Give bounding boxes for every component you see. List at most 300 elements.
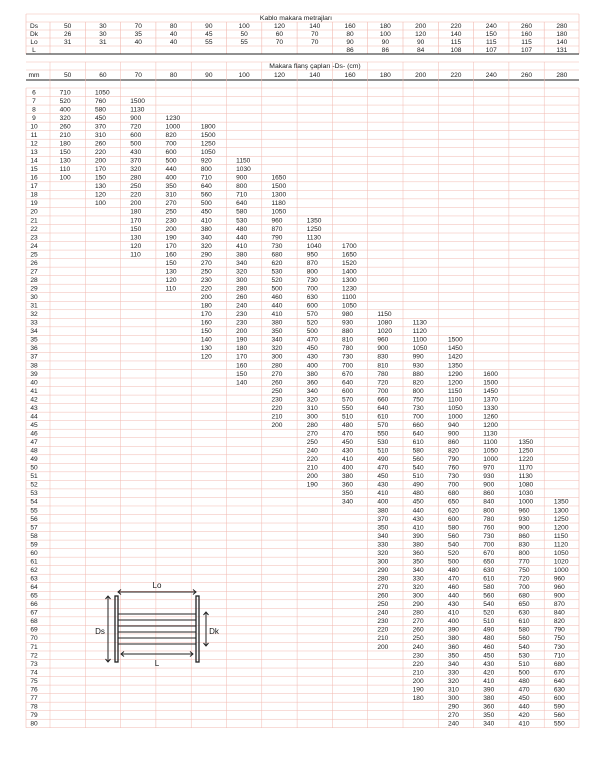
length-value: 520 bbox=[59, 97, 71, 105]
length-value: 250 bbox=[130, 183, 142, 191]
spec-cell-lo: 90 bbox=[381, 39, 390, 47]
length-value: 630 bbox=[518, 609, 530, 617]
spec-cell-ds: 30 bbox=[99, 23, 107, 31]
length-value: 610 bbox=[483, 575, 495, 583]
length-value: 540 bbox=[483, 601, 495, 609]
length-value: 710 bbox=[59, 89, 71, 97]
spec-cell-l: 131 bbox=[556, 47, 568, 55]
length-value: 1350 bbox=[518, 439, 534, 447]
length-value: 1260 bbox=[483, 413, 498, 421]
cable-diameter-mm: 68 bbox=[30, 618, 38, 626]
length-value: 1150 bbox=[236, 157, 251, 165]
length-value: 880 bbox=[342, 328, 354, 336]
cable-diameter-mm: 47 bbox=[30, 439, 38, 447]
flange-diameter-heading: 120 bbox=[273, 72, 285, 79]
length-value: 450 bbox=[483, 652, 495, 660]
length-value: 530 bbox=[271, 268, 283, 276]
length-value: 380 bbox=[306, 370, 318, 378]
length-value: 200 bbox=[94, 157, 106, 165]
length-value: 260 bbox=[94, 140, 106, 148]
length-value: 1050 bbox=[553, 549, 569, 557]
cable-diameter-mm: 31 bbox=[30, 302, 38, 310]
length-value: 1500 bbox=[483, 379, 498, 387]
length-value: 270 bbox=[306, 430, 318, 438]
length-value: 750 bbox=[412, 396, 424, 404]
length-value: 420 bbox=[483, 669, 495, 677]
cable-diameter-mm: 15 bbox=[30, 166, 38, 174]
length-value: 730 bbox=[447, 473, 459, 481]
length-value: 1300 bbox=[553, 507, 569, 515]
length-value: 1350 bbox=[553, 498, 569, 506]
length-value: 820 bbox=[165, 131, 177, 139]
length-value: 560 bbox=[447, 532, 459, 540]
length-value: 680 bbox=[271, 251, 283, 259]
length-value: 1300 bbox=[342, 276, 357, 284]
length-value: 1050 bbox=[483, 447, 498, 455]
length-value: 270 bbox=[165, 200, 177, 208]
cable-diameter-mm: 75 bbox=[30, 677, 38, 685]
length-value: 400 bbox=[165, 174, 177, 182]
length-value: 1200 bbox=[553, 524, 569, 532]
length-value: 450 bbox=[200, 208, 212, 216]
length-value: 260 bbox=[377, 592, 389, 600]
spec-cell-l: 107 bbox=[521, 47, 533, 55]
length-value: 100 bbox=[94, 200, 106, 208]
cable-diameter-mm: 48 bbox=[30, 447, 38, 455]
length-value: 500 bbox=[306, 328, 318, 336]
spec-cell-lo: 140 bbox=[556, 39, 568, 47]
length-value: 1100 bbox=[342, 294, 357, 302]
length-value: 110 bbox=[165, 285, 177, 293]
length-value: 130 bbox=[165, 268, 177, 276]
length-value: 780 bbox=[377, 370, 389, 378]
length-value: 980 bbox=[342, 311, 354, 319]
length-value: 430 bbox=[412, 515, 424, 523]
length-value: 410 bbox=[342, 456, 354, 464]
length-value: 520 bbox=[271, 276, 283, 284]
length-value: 240 bbox=[412, 643, 424, 651]
length-value: 600 bbox=[165, 149, 177, 157]
length-value: 1250 bbox=[306, 225, 322, 233]
spec-row-label: L bbox=[32, 47, 36, 55]
length-value: 470 bbox=[518, 686, 530, 694]
length-value: 310 bbox=[447, 686, 459, 694]
length-value: 320 bbox=[59, 114, 71, 122]
length-value: 630 bbox=[553, 686, 565, 694]
length-value: 1520 bbox=[342, 259, 357, 267]
length-value: 640 bbox=[377, 404, 389, 412]
length-value: 930 bbox=[518, 515, 530, 523]
length-value: 210 bbox=[306, 464, 318, 472]
length-value: 1000 bbox=[518, 498, 534, 506]
length-value: 620 bbox=[271, 259, 283, 267]
length-value: 520 bbox=[447, 549, 459, 557]
cable-diameter-mm: 24 bbox=[30, 242, 38, 250]
cable-diameter-mm: 29 bbox=[30, 285, 38, 293]
length-value: 820 bbox=[412, 379, 424, 387]
length-value: 180 bbox=[200, 302, 212, 310]
length-value: 170 bbox=[200, 311, 212, 319]
length-value: 390 bbox=[447, 626, 459, 634]
length-value: 270 bbox=[412, 618, 424, 626]
cable-diameter-mm: 74 bbox=[30, 669, 38, 677]
length-value: 590 bbox=[553, 703, 565, 711]
length-value: 860 bbox=[518, 532, 530, 540]
left-flange bbox=[115, 596, 118, 662]
length-value: 380 bbox=[271, 319, 283, 327]
length-value: 1130 bbox=[518, 473, 533, 481]
length-value: 800 bbox=[518, 549, 530, 557]
length-value: 610 bbox=[377, 413, 389, 421]
length-value: 670 bbox=[483, 549, 495, 557]
length-value: 300 bbox=[377, 558, 389, 566]
length-value: 1220 bbox=[518, 456, 534, 464]
length-value: 1130 bbox=[130, 106, 145, 114]
spec-cell-dk: 70 bbox=[311, 31, 319, 39]
length-value: 380 bbox=[200, 225, 212, 233]
cable-diameter-mm: 37 bbox=[30, 353, 38, 361]
length-value: 210 bbox=[412, 669, 424, 677]
mm-label: mm bbox=[28, 72, 40, 79]
length-value: 670 bbox=[342, 370, 354, 378]
length-value: 320 bbox=[271, 345, 283, 353]
spec-cell-ds: 220 bbox=[450, 23, 462, 31]
length-value: 400 bbox=[306, 362, 318, 370]
length-value: 470 bbox=[342, 430, 354, 438]
spec-cell-l: 108 bbox=[450, 47, 462, 55]
length-value: 1120 bbox=[553, 541, 569, 549]
length-value: 1050 bbox=[412, 345, 428, 353]
length-value: 230 bbox=[200, 276, 212, 284]
length-value: 220 bbox=[200, 285, 212, 293]
length-value: 1230 bbox=[165, 114, 181, 122]
length-value: 700 bbox=[165, 140, 177, 148]
length-value: 930 bbox=[342, 319, 354, 327]
length-value: 360 bbox=[306, 379, 318, 387]
length-value: 680 bbox=[447, 490, 459, 498]
length-value: 820 bbox=[553, 618, 565, 626]
cable-diameter-mm: 46 bbox=[30, 430, 38, 438]
length-value: 720 bbox=[518, 575, 530, 583]
length-value: 640 bbox=[412, 430, 424, 438]
length-value: 300 bbox=[236, 276, 248, 284]
cable-diameter-mm: 52 bbox=[30, 481, 38, 489]
length-value: 390 bbox=[483, 686, 495, 694]
length-value: 480 bbox=[342, 421, 354, 429]
flange-diameter-heading: 90 bbox=[205, 72, 213, 79]
length-value: 1100 bbox=[447, 396, 463, 404]
length-value: 300 bbox=[306, 413, 318, 421]
length-value: 580 bbox=[94, 106, 106, 114]
length-value: 390 bbox=[412, 532, 424, 540]
flange-diameter-heading: 50 bbox=[63, 72, 72, 79]
length-value: 930 bbox=[412, 362, 424, 370]
length-value: 340 bbox=[412, 566, 424, 574]
spec-cell-lo: 31 bbox=[99, 39, 107, 47]
length-value: 250 bbox=[306, 439, 318, 447]
length-value: 570 bbox=[342, 396, 354, 404]
cable-diameter-mm: 40 bbox=[30, 379, 38, 387]
length-value: 450 bbox=[412, 498, 424, 506]
length-value: 340 bbox=[447, 660, 459, 668]
cable-diameter-mm: 62 bbox=[30, 566, 38, 574]
cable-diameter-mm: 64 bbox=[30, 584, 38, 592]
spec-row-label: Dk bbox=[29, 31, 39, 39]
length-value: 560 bbox=[483, 592, 495, 600]
length-value: 900 bbox=[130, 114, 142, 122]
length-value: 290 bbox=[447, 703, 459, 711]
spec-cell-dk: 120 bbox=[415, 31, 427, 39]
length-value: 300 bbox=[271, 353, 283, 361]
cable-diameter-mm: 26 bbox=[30, 259, 38, 267]
spec-cell-dk: 80 bbox=[346, 31, 354, 39]
cable-diameter-mm: 11 bbox=[30, 131, 38, 139]
length-value: 150 bbox=[94, 174, 106, 182]
length-value: 340 bbox=[483, 720, 495, 728]
length-value: 170 bbox=[165, 242, 177, 250]
length-value: 260 bbox=[271, 379, 283, 387]
length-value: 550 bbox=[377, 430, 389, 438]
length-value: 500 bbox=[200, 200, 212, 208]
length-value: 960 bbox=[377, 336, 389, 344]
length-value: 720 bbox=[377, 379, 389, 387]
length-value: 460 bbox=[483, 643, 495, 651]
length-value: 1400 bbox=[342, 268, 357, 276]
spec-cell-dk: 150 bbox=[485, 31, 497, 39]
length-value: 750 bbox=[553, 635, 565, 643]
length-value: 380 bbox=[236, 251, 248, 259]
length-value: 340 bbox=[200, 234, 212, 242]
length-value: 140 bbox=[200, 336, 212, 344]
length-value: 230 bbox=[236, 311, 248, 319]
length-value: 580 bbox=[447, 524, 459, 532]
length-value: 1450 bbox=[483, 387, 498, 395]
length-value: 360 bbox=[342, 481, 354, 489]
ds-label: Ds bbox=[95, 627, 105, 636]
length-value: 370 bbox=[377, 515, 389, 523]
length-value: 350 bbox=[483, 711, 495, 719]
cable-diameter-mm: 9 bbox=[32, 114, 36, 122]
length-value: 560 bbox=[412, 456, 424, 464]
length-value: 370 bbox=[94, 123, 106, 131]
cable-diameter-mm: 43 bbox=[30, 404, 38, 412]
length-value: 800 bbox=[306, 268, 318, 276]
cable-diameter-mm: 39 bbox=[30, 370, 38, 378]
length-value: 1130 bbox=[306, 234, 321, 242]
length-value: 920 bbox=[200, 157, 212, 165]
cable-diameter-mm: 56 bbox=[30, 515, 38, 523]
length-value: 220 bbox=[94, 149, 106, 157]
length-value: 410 bbox=[483, 677, 495, 685]
cable-diameter-mm: 22 bbox=[30, 225, 38, 233]
length-value: 1450 bbox=[447, 345, 463, 353]
flange-diameter-heading: 240 bbox=[485, 72, 497, 79]
length-value: 380 bbox=[342, 473, 354, 481]
spec-cell-lo: 70 bbox=[311, 39, 319, 47]
length-value: 250 bbox=[377, 601, 389, 609]
length-value: 510 bbox=[518, 660, 530, 668]
length-value: 540 bbox=[447, 541, 459, 549]
spec-cell-ds: 90 bbox=[205, 23, 213, 31]
length-value: 710 bbox=[236, 191, 248, 199]
length-value: 140 bbox=[236, 379, 248, 387]
length-value: 270 bbox=[200, 259, 212, 267]
length-value: 450 bbox=[306, 345, 318, 353]
length-value: 350 bbox=[412, 558, 424, 566]
length-value: 530 bbox=[377, 439, 389, 447]
l-label: L bbox=[154, 659, 160, 668]
spec-cell-lo: 40 bbox=[169, 39, 178, 47]
length-value: 300 bbox=[412, 592, 424, 600]
length-value: 430 bbox=[483, 660, 495, 668]
length-value: 1200 bbox=[483, 421, 498, 429]
length-value: 200 bbox=[271, 421, 283, 429]
length-value: 340 bbox=[377, 532, 389, 540]
flange-diameter-heading: 140 bbox=[309, 72, 321, 79]
length-value: 700 bbox=[447, 481, 459, 489]
cable-diameter-mm: 27 bbox=[30, 268, 38, 276]
length-value: 730 bbox=[271, 242, 283, 250]
length-value: 250 bbox=[271, 387, 283, 395]
length-value: 410 bbox=[271, 311, 283, 319]
length-value: 320 bbox=[200, 242, 212, 250]
length-value: 150 bbox=[200, 328, 212, 336]
table-title: Kablo makara metrajları bbox=[259, 15, 333, 22]
length-value: 810 bbox=[377, 362, 389, 370]
spec-cell-l: 107 bbox=[485, 47, 497, 55]
length-value: 450 bbox=[518, 694, 530, 702]
length-value: 510 bbox=[483, 618, 495, 626]
length-value: 230 bbox=[412, 652, 424, 660]
length-value: 240 bbox=[306, 447, 318, 455]
length-value: 310 bbox=[165, 191, 177, 199]
spec-cell-ds: 80 bbox=[169, 23, 178, 31]
length-value: 820 bbox=[447, 447, 459, 455]
length-value: 730 bbox=[342, 353, 354, 361]
spec-cell-dk: 100 bbox=[379, 31, 391, 39]
length-value: 190 bbox=[412, 686, 424, 694]
cable-diameter-mm: 67 bbox=[30, 609, 38, 617]
cable-diameter-mm: 45 bbox=[30, 421, 38, 429]
cable-diameter-mm: 60 bbox=[30, 549, 38, 557]
spec-cell-dk: 140 bbox=[450, 31, 462, 39]
length-value: 610 bbox=[518, 618, 530, 626]
dk-label: Dk bbox=[209, 627, 219, 636]
length-value: 750 bbox=[518, 566, 530, 574]
flange-diameter-heading: 180 bbox=[379, 72, 391, 79]
length-value: 210 bbox=[271, 413, 283, 421]
length-value: 220 bbox=[130, 191, 142, 199]
spec-cell-dk: 40 bbox=[169, 31, 178, 39]
length-value: 160 bbox=[200, 319, 212, 327]
length-value: 830 bbox=[518, 541, 530, 549]
length-value: 480 bbox=[412, 490, 424, 498]
length-value: 250 bbox=[412, 635, 424, 643]
spec-cell-lo: 55 bbox=[240, 39, 248, 47]
length-value: 960 bbox=[553, 584, 565, 592]
length-value: 1020 bbox=[553, 558, 569, 566]
length-value: 940 bbox=[447, 421, 459, 429]
length-value: 500 bbox=[130, 140, 142, 148]
length-value: 410 bbox=[236, 242, 248, 250]
length-value: 1030 bbox=[236, 166, 251, 174]
length-value: 120 bbox=[94, 191, 106, 199]
cable-diameter-mm: 41 bbox=[30, 387, 38, 395]
length-value: 600 bbox=[342, 387, 354, 395]
length-value: 770 bbox=[518, 558, 530, 566]
spec-cell-ds: 200 bbox=[415, 23, 427, 31]
length-value: 1700 bbox=[342, 242, 357, 250]
spec-cell-ds: 160 bbox=[344, 23, 356, 31]
length-value: 870 bbox=[306, 259, 318, 267]
length-value: 1180 bbox=[271, 200, 286, 208]
length-value: 1350 bbox=[447, 362, 463, 370]
length-value: 640 bbox=[236, 200, 248, 208]
length-value: 730 bbox=[553, 643, 565, 651]
length-value: 560 bbox=[518, 635, 530, 643]
length-value: 900 bbox=[483, 481, 495, 489]
length-value: 220 bbox=[271, 404, 283, 412]
length-value: 1500 bbox=[200, 131, 216, 139]
length-value: 170 bbox=[94, 166, 106, 174]
cable-diameter-mm: 17 bbox=[30, 183, 38, 191]
length-value: 200 bbox=[306, 473, 318, 481]
cable-diameter-mm: 63 bbox=[30, 575, 38, 583]
length-value: 600 bbox=[447, 515, 459, 523]
length-value: 840 bbox=[553, 609, 565, 617]
length-value: 460 bbox=[447, 584, 459, 592]
length-value: 1650 bbox=[271, 174, 287, 182]
cable-diameter-mm: 66 bbox=[30, 601, 38, 609]
length-value: 150 bbox=[236, 370, 248, 378]
length-value: 280 bbox=[236, 285, 248, 293]
spec-cell-l: 84 bbox=[416, 47, 425, 55]
reel-dimension-diagram bbox=[90, 578, 232, 674]
length-value: 1300 bbox=[271, 191, 287, 199]
length-value: 200 bbox=[236, 328, 248, 336]
length-value: 320 bbox=[412, 584, 424, 592]
length-value: 120 bbox=[130, 242, 142, 250]
length-value: 1650 bbox=[342, 251, 357, 259]
flange-diameter-heading: 160 bbox=[344, 72, 356, 79]
length-value: 270 bbox=[271, 370, 283, 378]
length-value: 720 bbox=[130, 123, 142, 131]
spec-row-label: Ds bbox=[29, 23, 39, 31]
length-value: 200 bbox=[165, 225, 177, 233]
length-value: 560 bbox=[200, 191, 212, 199]
length-value: 170 bbox=[236, 353, 248, 361]
flange-diameter-heading: 220 bbox=[450, 72, 462, 79]
length-value: 880 bbox=[412, 370, 424, 378]
length-value: 280 bbox=[306, 421, 318, 429]
length-value: 760 bbox=[94, 97, 106, 105]
cable-diameter-mm: 55 bbox=[30, 507, 38, 515]
flange-diameter-heading: 100 bbox=[238, 72, 250, 79]
length-value: 200 bbox=[377, 643, 389, 651]
length-value: 1800 bbox=[200, 123, 216, 131]
cable-diameter-mm: 70 bbox=[30, 635, 38, 643]
cable-diameter-mm: 59 bbox=[30, 541, 38, 549]
length-value: 470 bbox=[306, 336, 318, 344]
length-value: 1500 bbox=[130, 97, 145, 105]
length-value: 290 bbox=[200, 251, 212, 259]
spec-cell-lo: 70 bbox=[275, 39, 284, 47]
spec-cell-ds: 70 bbox=[134, 23, 142, 31]
length-value: 290 bbox=[377, 566, 389, 574]
length-value: 440 bbox=[165, 166, 177, 174]
length-value: 330 bbox=[447, 669, 459, 677]
spec-row-label: Lo bbox=[30, 39, 38, 47]
